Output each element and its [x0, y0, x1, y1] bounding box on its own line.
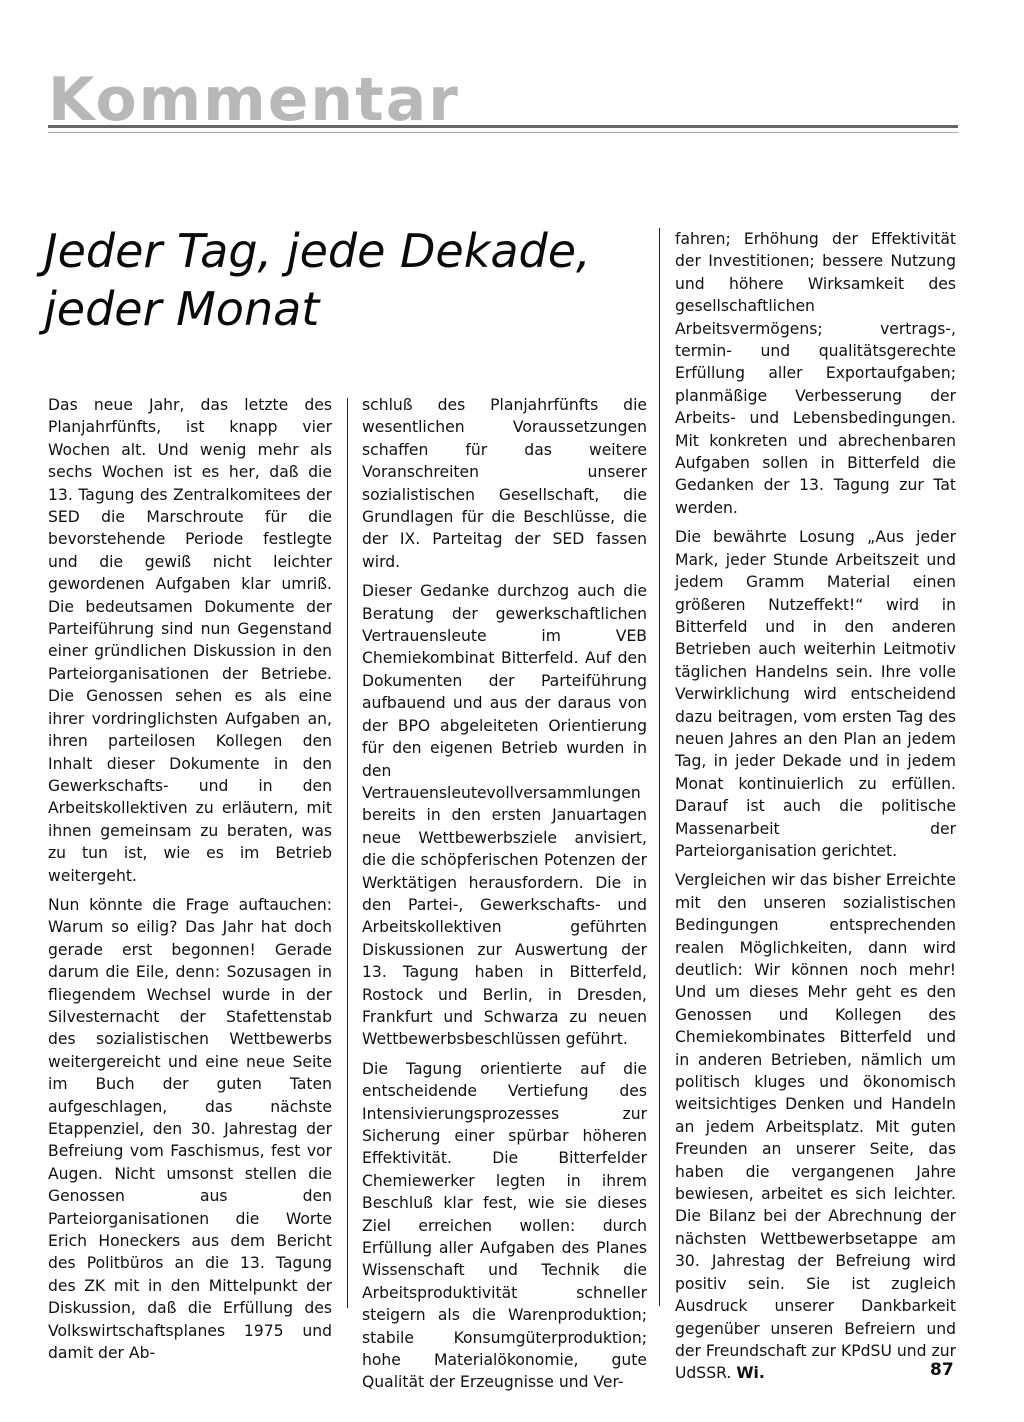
section-label: Kommentar	[48, 65, 460, 135]
article-column-2	[362, 394, 647, 1401]
paragraph-final	[675, 869, 956, 1384]
article-column-1	[48, 394, 332, 1371]
paragraph: Das neue Jahr, das letzte des Planjahrfünfts, ist knapp vier Wochen alt. Und wenig mehr als sechs Wochen ist es her, daß die 13. Tagung des Zentralkomitees der SED die Marschroute für die bevorstehende Periode festlegte und die gewiß nicht leichter gewordenen Aufgaben klar umriß. Die bedeutsamen Dokumente der Parteiführung sind nun Gegenstand einer gründlichen Diskussion in den Parteiorganisationen der Betriebe. Die Genossen sehen es als eine ihrer vordringlichsten Aufgaben an, ihren parteilosen Kollegen den Inhalt dieser Dokumente in den Gewerkschafts- und in den Arbeitskollektiven zu erläutern, mit ihnen gemeinsam zu beraten, was zu tun ist, wie es im Betrieb weitergeht.	[48, 396, 332, 885]
column-divider-1	[347, 398, 348, 1308]
paragraph: Die Tagung orientierte auf die entscheidende Vertiefung des Intensivierungsprozesses zur Sicherung einer spürbar höheren Effektivität. Die Bitterfelder Chemiewerker legten in ihrem Beschluß klar fest, wie sie dieses Ziel erreichen wollen: durch Erfüllung aller Aufgaben des Planes Wissenschaft und Technik die Arbeitsproduktivität schneller steigern als die Warenproduktion; stabile Konsumgüterproduktion; hohe Materialökonomie, gute Qualität der Erzeugnisse und Ver-	[362, 1059, 647, 1392]
page-number: 87	[930, 1360, 954, 1380]
author-signature: Wi.	[736, 1364, 765, 1383]
paragraph: Die bewährte Losung „Aus jeder Mark, jeder Stunde Arbeitszeit und jedem Gramm Material einen größeren Nutzeffekt!“ wird in Bitterfeld und in den anderen Betrieben auch weiterhin Leitmotiv täglichen Handelns sein. Ihre volle Verwirklichung wird entscheidend dazu beitragen, vom ersten Tag des neuen Jahres an den Plan an jedem Tag, in jeder Dekade und in jedem Monat kontinuierlich zu erfüllen. Darauf ist auch die politische Massenarbeit der Parteiorganisation gerichtet.	[675, 528, 956, 860]
paragraph: Dieser Gedanke durchzog auch die Beratung der gewerkschaftlichen Vertrauensleute im VEB Chemiekombinat Bitterfeld. Auf den Dokumenten der Parteiführung aufbauend und aus der daraus von der BPO abgeleiteten Orientierung für den eigenen Betrieb wurden in den Vertrauensleutevollversammlungen bereits in den ersten Januartagen neue Wettbewerbsziele anvisiert, die die schöpferischen Potenzen der Werktätigen herausfordern. Die in den Partei-, Gewerkschafts- und Arbeitskollektiven geführten Diskussionen zur Auswertung der 13. Tagung haben in Bitterfeld, Rostock und Berlin, in Dresden, Frankfurt und Schwarza zu neuen Wettbewerbsbeschlüssen geführt.	[362, 582, 647, 1049]
paragraph: Nun könnte die Frage auftauchen: Warum so eilig? Das Jahr hat doch gerade erst begonnen! Gerade darum die Eile, denn: Sozusagen in fliegendem Wechsel wurde in der Silvesternacht der Stafettenstab des sozialistischen Wettbewerbs weitergereicht und eine neue Seite im Buch der guten Taten aufgeschlagen, das nächste Etappenziel, den 30. Jahrestag der Befreiung vom Faschismus, fest vor Augen. Nicht umsonst stellen die Genossen aus den Parteiorganisationen die Worte Erich Honeckers aus dem Bericht des Politbüros an die 13. Tagung des ZK mit in den Mittelpunkt der Diskussion, daß die Erfüllung des Volkswirtschaftsplanes 1975 und damit der Ab-	[48, 895, 332, 1363]
headline-line-2: jeder Monat	[44, 282, 320, 336]
headline-line-1: Jeder Tag, jede Dekade,	[44, 224, 591, 278]
header-rule-thin	[48, 132, 958, 133]
paragraph-text: Vergleichen wir das bisher Erreichte mit den unseren sozialistischen Bedingungen entsprechenden realen Möglichkeiten, dann wird deutlich: Wir können noch mehr! Und um dieses Mehr geht es den Genossen und Kollegen des Chemiekombinates Bitterfeld und in anderen Betrieben, nämlich um politisch kluges und ökonomisch weitsichtiges Denken und Handeln an jedem Arbeitsplatz. Mit guten Freunden an unserer Seite, das haben die vergangenen Jahre bewiesen, arbeitet es sich leichter. Die Bilanz bei der Abrechnung der nächsten Wettbewerbsetappe am 30. Jahrestag der Befreiung wird positiv sein. Sie ist zugleich Ausdruck unserer Dankbarkeit gegenüber unseren Befreiern und der Freundschaft zur KPdSU und zur UdSSR.	[675, 871, 956, 1383]
header-rule	[48, 125, 958, 128]
paragraph: fahren; Erhöhung der Effektivität der Investitionen; bessere Nutzung und höhere Wirksamkeit des gesellschaftlichen Arbeitsvermögens; vertrags-, termin- und qualitätsgerechte Erfüllung aller Exportaufgaben; planmäßige Verbesserung der Arbeits- und Lebensbedingungen. Mit konkreten und abrechenbaren Aufgaben sollen in Bitterfeld die Gedanken der 13. Tagung zur Tat werden.	[675, 230, 956, 517]
column-divider-2	[659, 228, 660, 1306]
paragraph: schluß des Planjahrfünfts die wesentlichen Voraussetzungen schaffen für das weitere Voranschreiten unserer sozialistischen Gesellschaft, die Grundlagen für die Beschlüsse, die der IX. Parteitag der SED fassen wird.	[362, 396, 647, 571]
article-column-3	[675, 228, 956, 1392]
article-headline	[44, 222, 604, 338]
